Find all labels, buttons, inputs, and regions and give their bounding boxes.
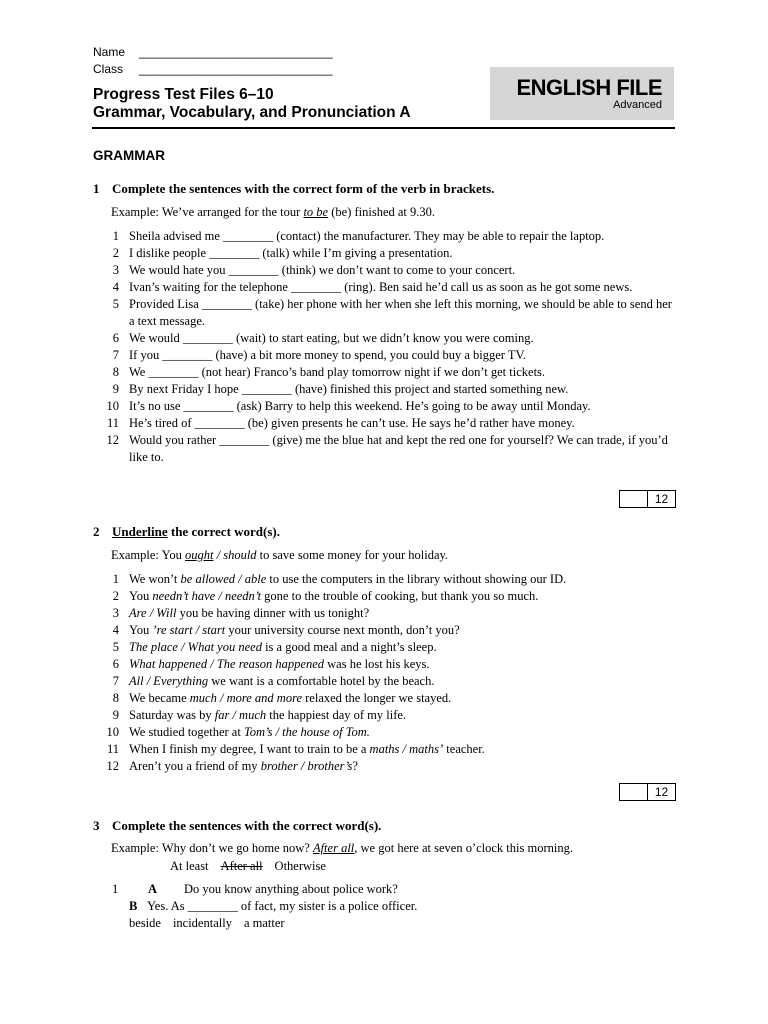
- class-field[interactable]: [93, 62, 333, 76]
- q1-item-number: 2: [112, 246, 119, 260]
- q2-item-pre: We became: [129, 691, 190, 705]
- q2-item-options[interactable]: Are / Will: [129, 606, 177, 620]
- q3-item1-option: a matter: [243, 916, 285, 930]
- q2-item-post: gone to the trouble of cooking, but thank you so much.: [261, 589, 539, 603]
- class-line[interactable]: _____________________________: [139, 62, 333, 76]
- q2-item: [93, 656, 673, 673]
- q2-example-opt2: should: [223, 548, 257, 562]
- q1-item-text[interactable]: Would you rather ________ (give) me the blue hat and kept the red one for yourself? We can trade, if you’d like to.: [129, 433, 668, 464]
- q2-item-options[interactable]: brother / brother’s: [260, 759, 353, 773]
- q3-example-option-crossed: After all: [220, 859, 263, 873]
- q1-item-text[interactable]: We would hate you ________ (think) we don’t want to come to your concert.: [129, 263, 516, 277]
- q2-item-number: 11: [106, 742, 119, 756]
- q2-item-number: 1: [112, 572, 119, 586]
- q2-item-post: your university course next month, don’t you?: [225, 623, 460, 637]
- q2-example-post: to save some money for your holiday.: [256, 548, 449, 562]
- q1-item: [93, 330, 673, 347]
- name-line[interactable]: _____________________________: [139, 45, 333, 59]
- q2-item-post: teacher.: [443, 742, 485, 756]
- q1-score-blank[interactable]: [620, 491, 648, 507]
- q1-item: [93, 228, 673, 245]
- q2-item-post: to use the computers in the library without showing our ID.: [266, 572, 567, 586]
- q3-example-label: Example:: [111, 841, 159, 855]
- q3-item1-options: [129, 916, 297, 931]
- q3-example-post: , we got here at seven o’clock this morning.: [354, 841, 573, 855]
- q3-example-pre: Why don’t we go home now?: [161, 841, 313, 855]
- q2-item: [93, 673, 673, 690]
- q3-example-answer: After all: [312, 841, 355, 855]
- q2-item-post: ?: [352, 759, 358, 773]
- q2-item-options[interactable]: ’re start / start: [152, 623, 226, 637]
- q1-item: [93, 279, 673, 296]
- q2-heading: [93, 524, 280, 540]
- q2-item-pre: You: [129, 589, 153, 603]
- q1-item-text[interactable]: Provided Lisa ________ (take) her phone with her when she left this morning, we should be able to send her a text message.: [129, 297, 672, 328]
- name-field[interactable]: [93, 45, 333, 59]
- q1-instruction: Complete the sentences with the correct form of the verb in brackets.: [112, 181, 495, 196]
- q1-item-number: 11: [106, 416, 119, 430]
- q3-item1-line-b: [129, 899, 417, 914]
- q1-example-pre: We’ve arranged for the tour: [161, 205, 304, 219]
- q2-item-number: 2: [112, 589, 119, 603]
- q2-item-number: 7: [112, 674, 119, 688]
- q2-item-post: the happiest day of my life.: [266, 708, 407, 722]
- q2-item-number: 12: [106, 759, 119, 773]
- q2-item-options[interactable]: What happened / The reason happened: [129, 657, 324, 671]
- q2-item: [93, 639, 673, 656]
- q1-item: [93, 381, 673, 398]
- q2-item: [93, 724, 673, 741]
- q2-item: [93, 690, 673, 707]
- q1-item-number: 6: [112, 331, 119, 345]
- q3-example-options: [170, 859, 338, 874]
- logo-main-text: ENGLISH FILE: [516, 75, 662, 100]
- q1-item-number: 4: [112, 280, 119, 294]
- q2-item-options[interactable]: far / much: [214, 708, 267, 722]
- q2-item-post: relaxed the longer we stayed.: [302, 691, 452, 705]
- q1-item-number: 5: [112, 297, 119, 311]
- q1-item: [93, 415, 673, 432]
- q2-item-post: you be having dinner with us tonight?: [176, 606, 370, 620]
- q2-instruction-underline: Underline: [112, 524, 168, 539]
- q1-item-text[interactable]: We would ________ (wait) to start eating, but we didn’t know you were coming.: [129, 331, 534, 345]
- q2-number: 2: [93, 524, 100, 539]
- q3-speaker-b: B: [129, 899, 138, 913]
- q1-example-label: Example:: [111, 205, 159, 219]
- q3-item1-option: beside: [129, 916, 161, 930]
- q1-item-text[interactable]: It’s no use ________ (ask) Barry to help this weekend. He’s going to be away until Monday.: [129, 399, 591, 413]
- q1-item-text[interactable]: If you ________ (have) a bit more money to spend, you could buy a bigger TV.: [129, 348, 527, 362]
- q2-item-number: 6: [112, 657, 119, 671]
- q2-example-opt1: ought: [184, 548, 214, 562]
- q1-example-answer: to be: [303, 205, 329, 219]
- q2-item-pre: When I finish my degree, I want to train to be a: [129, 742, 370, 756]
- q1-example: [111, 205, 435, 220]
- q3-speaker-a: A: [148, 882, 158, 896]
- q2-item-post: we want is a comfortable hotel by the beach.: [208, 674, 435, 688]
- q2-item-number: 4: [112, 623, 119, 637]
- q1-item-number: 3: [112, 263, 119, 277]
- q1-item-text[interactable]: Ivan’s waiting for the telephone ________ (ring). Ben said he’d call us as soon as he got some news.: [129, 280, 633, 294]
- q1-heading: [93, 181, 494, 197]
- q2-item-number: 9: [112, 708, 119, 722]
- q1-item-text[interactable]: He’s tired of ________ (be) given presents he can’t use. He says he’d rather have money.: [129, 416, 575, 430]
- q2-item-number: 8: [112, 691, 119, 705]
- q2-items: [93, 571, 673, 775]
- q1-item-text[interactable]: By next Friday I hope ________ (have) finished this project and started something new.: [129, 382, 569, 396]
- q2-item-options[interactable]: The place / What you need: [129, 640, 262, 654]
- q1-item-number: 9: [112, 382, 119, 396]
- q2-item-options[interactable]: Tom’s / the house of Tom.: [243, 725, 370, 739]
- q2-instruction-rest: the correct word(s).: [167, 524, 281, 539]
- q2-item: [93, 571, 673, 588]
- q3-number: 3: [93, 818, 100, 833]
- q1-item-number: 7: [112, 348, 119, 362]
- q3-example-option: At least: [170, 859, 209, 873]
- q1-item-text[interactable]: Sheila advised me ________ (contact) the manufacturer. They may be able to repair the laptop.: [129, 229, 605, 243]
- q1-score-max: 12: [654, 492, 669, 506]
- q2-item-number: 5: [112, 640, 119, 654]
- q3-item1-number: 1: [112, 882, 119, 896]
- q1-items: [93, 228, 673, 466]
- header-divider: [92, 127, 675, 129]
- q1-item-number: 12: [106, 433, 119, 447]
- q2-example-label: Example:: [111, 548, 159, 562]
- english-file-logo: [490, 67, 674, 120]
- q2-item-pre: Aren’t you a friend of my: [129, 759, 261, 773]
- q3-example: [111, 841, 573, 856]
- q3-heading: [93, 818, 381, 834]
- q2-score-max: 12: [654, 785, 669, 799]
- q2-example: [111, 548, 448, 563]
- q1-number: 1: [93, 181, 100, 196]
- q1-item: [93, 262, 673, 279]
- q2-item-pre: We won’t: [129, 572, 181, 586]
- q2-item-pre: Saturday was by: [129, 708, 215, 722]
- test-title: Progress Test Files 6–10: [93, 86, 274, 103]
- q2-item-pre: You: [129, 623, 153, 637]
- q2-item: [93, 588, 673, 605]
- class-label: Class: [93, 62, 124, 76]
- q1-item-number: 10: [106, 399, 119, 413]
- q2-item-number: 10: [106, 725, 119, 739]
- q1-item-text[interactable]: I dislike people ________ (talk) while I’m giving a presentation.: [129, 246, 453, 260]
- q2-item-options[interactable]: be allowed / able: [180, 572, 267, 586]
- q1-example-post: (be) finished at 9.30.: [328, 205, 436, 219]
- q1-item: [93, 432, 673, 466]
- q3-instruction: Complete the sentences with the correct word(s).: [112, 818, 382, 833]
- q2-item-options[interactable]: needn’t have / needn’t: [152, 589, 262, 603]
- q2-item: [93, 758, 673, 775]
- q3-line-b: Yes. As ________ of fact, my sister is a police officer.: [147, 899, 418, 913]
- q2-item: [93, 741, 673, 758]
- q1-item: [93, 296, 673, 330]
- q1-item: [93, 347, 673, 364]
- q2-item-options[interactable]: maths / maths’: [369, 742, 444, 756]
- q2-item-post: is a good meal and a night’s sleep.: [261, 640, 437, 654]
- q3-item1-line-a: [112, 882, 398, 897]
- q2-item-options[interactable]: All / Everything: [129, 674, 209, 688]
- q1-item: [93, 245, 673, 262]
- q2-item: [93, 605, 673, 622]
- q1-item-number: 8: [112, 365, 119, 379]
- q3-example-option: Otherwise: [274, 859, 326, 873]
- q2-score-blank[interactable]: [620, 784, 648, 800]
- q2-item-options[interactable]: much / more and more: [189, 691, 303, 705]
- q1-item: [93, 398, 673, 415]
- q2-item: [93, 622, 673, 639]
- logo-sub-text: Advanced: [613, 99, 662, 111]
- q2-score-box: [619, 783, 676, 801]
- q1-score-box: [619, 490, 676, 508]
- q2-item: [93, 707, 673, 724]
- name-label: Name: [93, 45, 126, 59]
- q1-item: [93, 364, 673, 381]
- q2-example-pre: You: [161, 548, 185, 562]
- q3-item1-option: incidentally: [172, 916, 232, 930]
- q2-item-pre: We studied together at: [129, 725, 244, 739]
- test-subtitle: Grammar, Vocabulary, and Pronunciation A: [93, 104, 411, 121]
- q1-item-text[interactable]: We ________ (not hear) Franco’s band play tomorrow night if we don’t get tickets.: [129, 365, 546, 379]
- q2-item-post: was he lost his keys.: [324, 657, 430, 671]
- q2-item-number: 3: [112, 606, 119, 620]
- q2-example-sep: /: [213, 548, 224, 562]
- section-title: GRAMMAR: [93, 148, 165, 163]
- q1-item-number: 1: [112, 229, 119, 243]
- q3-line-a: Do you know anything about police work?: [184, 882, 398, 896]
